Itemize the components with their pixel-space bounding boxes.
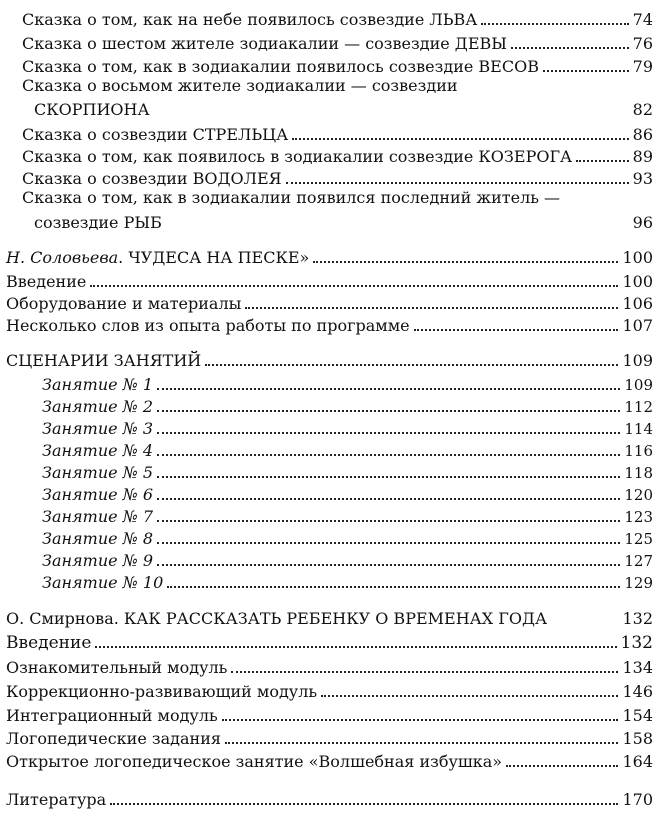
entry-page: 109	[624, 376, 653, 394]
toc-entry-pisces	[0, 211, 661, 233]
dot-leader	[321, 694, 618, 697]
dot-leader	[157, 519, 620, 522]
entry-page: 86	[632, 125, 653, 144]
dot-leader	[506, 764, 618, 767]
entry-title: Занятие № 7	[42, 507, 154, 526]
toc-lesson-4	[0, 439, 661, 461]
toc-entry-intro-module	[0, 656, 661, 678]
entry-page: 106	[622, 294, 653, 313]
entry-title: созвездие РЫБ	[34, 213, 162, 232]
entry-page: 112	[624, 398, 653, 416]
entry-page: 76	[632, 34, 653, 53]
dot-leader	[286, 181, 629, 184]
section-title: . ЧУДЕСА НА ПЕСКЕ»	[118, 248, 310, 267]
entry-title: Занятие № 10	[42, 573, 164, 592]
toc-entry-pisces-line1	[0, 188, 661, 210]
entry-page: 170	[622, 790, 653, 809]
entry-title: Сказка о восьмом жителе зодиакалии — созвездии	[22, 76, 458, 95]
entry-title: Сказка о том, как на небе появилось созвездие ЛЬВА	[22, 10, 478, 29]
toc-lesson-7	[0, 505, 661, 527]
section-heading	[0, 248, 309, 268]
dot-leader	[292, 137, 628, 140]
toc-entry-experience	[0, 314, 661, 336]
dot-leader	[231, 670, 618, 673]
entry-title: СКОРПИОНА	[34, 100, 150, 119]
toc-entry-capricorn	[0, 145, 661, 167]
entry-page: 93	[632, 169, 653, 188]
entry-page: 146	[622, 682, 653, 701]
dot-leader	[157, 387, 620, 390]
toc-entry-scorpio	[0, 98, 661, 120]
entry-title: Коррекционно-развивающий модуль	[6, 682, 318, 701]
toc-lesson-5	[0, 461, 661, 483]
dot-leader	[511, 46, 629, 49]
entry-page: 132	[620, 633, 653, 653]
entry-page: 89	[632, 147, 653, 166]
toc-lesson-10	[0, 571, 661, 593]
entry-title: Литература	[6, 790, 107, 809]
entry-title: Ознакомительный модуль	[6, 658, 228, 677]
entry-page: 96	[632, 213, 653, 232]
toc-entry-integration-module	[0, 704, 661, 726]
toc-entry-virgo	[0, 32, 661, 54]
entry-title: Введение	[6, 272, 87, 291]
toc-entry-leo	[0, 8, 661, 30]
toc-lesson-1	[0, 373, 661, 395]
dot-leader	[543, 69, 629, 72]
toc-entry-libra	[0, 55, 661, 77]
entry-page: 79	[632, 57, 653, 76]
dot-leader	[547, 628, 622, 629]
toc-entry-equipment	[0, 292, 661, 314]
dot-leader	[157, 431, 620, 434]
dot-leader	[157, 475, 620, 478]
toc-section-scenarios	[0, 349, 661, 371]
entry-page: 107	[622, 316, 653, 335]
dot-leader	[90, 284, 618, 287]
entry-page: 123	[624, 508, 653, 526]
toc-lesson-8	[0, 527, 661, 549]
section-title: СЦЕНАРИИ ЗАНЯТИЙ	[6, 351, 202, 370]
dot-leader	[110, 802, 618, 805]
dot-leader	[157, 453, 620, 456]
entry-page: 116	[624, 442, 653, 460]
entry-page: 154	[622, 706, 653, 725]
entry-page: 109	[622, 351, 653, 370]
toc-lesson-9	[0, 549, 661, 571]
entry-page: 125	[624, 530, 653, 548]
entry-page: 132	[622, 609, 653, 628]
toc-entry-sagittarius	[0, 123, 661, 145]
entry-page: 118	[624, 464, 653, 482]
dot-leader	[157, 409, 620, 412]
dot-leader	[225, 741, 619, 744]
dot-leader	[166, 227, 629, 228]
dot-leader	[95, 645, 616, 648]
entry-title: Сказка о созвездии СТРЕЛЬЦА	[22, 125, 289, 144]
entry-page: 74	[632, 10, 653, 29]
entry-page: 134	[622, 658, 653, 677]
entry-title: Открытое логопедическое занятие «Волшебная избушка»	[6, 752, 503, 771]
section-title: О. Смирнова. КАК РАССКАЗАТЬ РЕБЕНКУ О ВРЕМЕНАХ ГОДА	[6, 609, 548, 628]
entry-title: Занятие № 3	[42, 419, 154, 438]
entry-page: 129	[624, 574, 653, 592]
toc-lesson-6	[0, 483, 661, 505]
entry-title: Занятие № 1	[42, 375, 154, 394]
dot-leader	[481, 22, 628, 25]
entry-title: Занятие № 2	[42, 397, 154, 416]
entry-title: Занятие № 6	[42, 485, 154, 504]
entry-title: Оборудование и материалы	[6, 294, 242, 313]
toc-entry-sand-intro	[0, 270, 661, 292]
entry-title: Сказка о шестом жителе зодиакалии — созвездие ДЕВЫ	[22, 34, 507, 53]
toc-entry-speech-tasks	[0, 727, 661, 749]
entry-page: 100	[622, 272, 653, 291]
entry-title: Занятие № 5	[42, 463, 154, 482]
entry-page: 120	[624, 486, 653, 504]
toc-lesson-2	[0, 395, 661, 417]
entry-page: 164	[622, 752, 653, 771]
entry-page: 158	[622, 729, 653, 748]
entry-title: Занятие № 4	[42, 441, 154, 460]
toc-lesson-3	[0, 417, 661, 439]
entry-title: Сказка о том, как в зодиакалии появилось созвездие ВЕСОВ	[22, 57, 539, 76]
toc-section-sand	[0, 246, 661, 268]
toc-entry-seasons-intro	[0, 631, 661, 653]
toc-section-seasons	[0, 607, 661, 629]
entry-page: 82	[632, 100, 653, 119]
entry-title: Сказка о том, как появилось в зодиакалии созвездие КОЗЕРОГА	[22, 147, 573, 166]
toc-entry-correction-module	[0, 680, 661, 702]
entry-page: 114	[624, 420, 653, 438]
entry-page: 100	[622, 248, 653, 267]
dot-leader	[222, 718, 619, 721]
dot-leader	[576, 159, 628, 162]
entry-title: Занятие № 9	[42, 551, 154, 570]
toc-entry-aquarius	[0, 167, 661, 189]
toc-entry-literature	[0, 788, 661, 810]
entry-title: Логопедические задания	[6, 729, 221, 748]
toc-entry-scorpio-line1	[0, 76, 661, 98]
dot-leader	[313, 260, 618, 263]
entry-title: Занятие № 8	[42, 529, 154, 548]
dot-leader	[414, 328, 619, 331]
entry-page: 127	[624, 552, 653, 570]
dot-leader	[167, 585, 620, 588]
dot-leader	[154, 114, 629, 115]
entry-title: Интеграционный модуль	[6, 706, 218, 725]
dot-leader	[157, 541, 620, 544]
dot-leader	[245, 306, 618, 309]
entry-title: Сказка о том, как в зодиакалии появился последний житель —	[22, 188, 561, 207]
entry-title: Введение	[6, 633, 92, 653]
dot-leader	[157, 497, 620, 500]
dot-leader	[157, 563, 620, 566]
entry-title: Сказка о созвездии ВОДОЛЕЯ	[22, 169, 282, 188]
entry-title: Несколько слов из опыта работы по программе	[6, 316, 410, 335]
toc-entry-open-lesson	[0, 750, 661, 772]
dot-leader	[205, 363, 618, 366]
section-author: Н. Соловьева	[6, 248, 119, 267]
